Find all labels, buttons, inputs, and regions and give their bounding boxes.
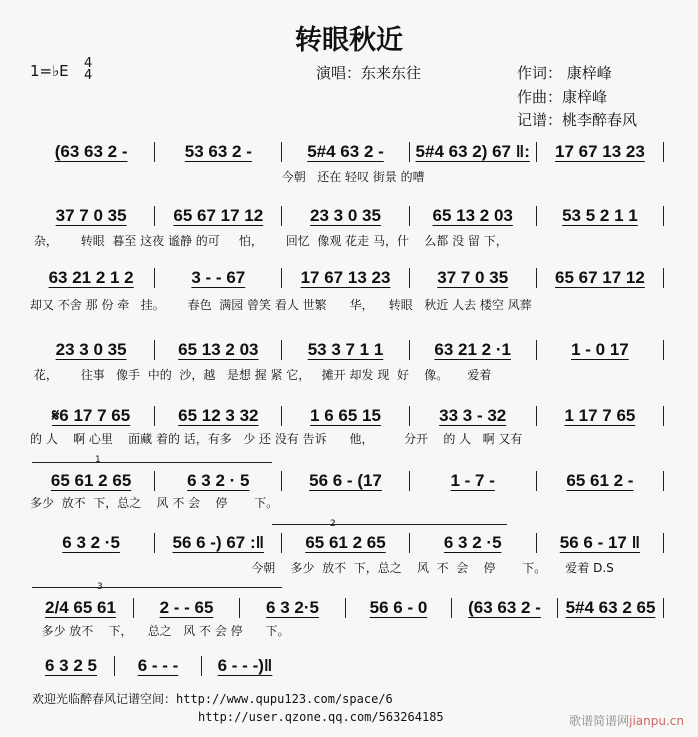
lyrics-line: 却又 不舍 那 份 牵 挂。 春色 满园 曾笑 看人 世繁 华， 转眼 秋近 人去 楼空 风葬	[30, 298, 532, 312]
bar-line	[663, 142, 664, 162]
measure: 53 63 2 -	[184, 142, 252, 161]
lyrics-line: 杂， 转眼 暮至 这夜 谧静 的可 怕， 回忆 像观 花走 马，什 么都 没 留 下，	[30, 234, 508, 248]
time-sig-bottom: 4	[84, 68, 93, 83]
score-row	[28, 268, 664, 288]
measure: (63 63 2 -	[54, 142, 128, 161]
measure: 33 3 - 32	[439, 406, 507, 425]
key-signature: 1=♭E	[30, 62, 69, 80]
measure: 56 6 -) 67 :‖	[172, 533, 265, 552]
bar-line	[663, 471, 664, 491]
measure: 2 - - 65	[159, 598, 214, 617]
measure: 65 13 2 03	[432, 206, 513, 225]
score-row	[28, 656, 288, 676]
measure: 1 - 7 -	[450, 471, 495, 490]
footer-line-1: 欢迎光临醉春风记谱空间：http://www.qupu123.com/space/6	[32, 692, 393, 706]
volta-bracket-2	[272, 524, 507, 525]
measure: 6 - - -)‖	[217, 656, 273, 675]
singer: 演唱：东来东往	[316, 64, 422, 82]
measure: 65 61 2 65	[305, 533, 386, 552]
lyrics-line: 多少 放不 下， 总之 风 不 会 停 下。	[30, 624, 290, 638]
measure: 53 3 7 1 1	[307, 340, 384, 359]
bar-line	[663, 206, 664, 226]
measure: 6 3 2 5	[45, 656, 97, 675]
transcriber: 记谱：桃李醉春风	[517, 111, 638, 129]
footer-line-2: http://user.qzone.qq.com/563264185	[198, 710, 444, 724]
measure: 65 12 3 32	[178, 406, 259, 425]
measure: 1 - 0 17	[571, 340, 629, 359]
composer: 作曲：康梓峰	[517, 88, 608, 106]
song-title: 转眼秋近	[295, 25, 403, 56]
measure: 5#4 63 2 65	[565, 598, 656, 617]
measure: 37 7 0 35	[437, 268, 509, 287]
measure: 𝄋6 17 7 65	[51, 406, 131, 425]
measure: 56 6 - 0	[369, 598, 428, 617]
bar-line	[663, 340, 664, 360]
measure: 6 3 2 ·5	[443, 533, 502, 552]
lyricist: 作词： 康梓峰	[517, 64, 612, 82]
measure: 53 5 2 1 1	[562, 206, 638, 225]
measure: 17 67 13 23	[555, 142, 645, 161]
measure: 56 6 - 17 ‖	[559, 533, 641, 552]
watermark-en: jianpu.cn	[629, 714, 684, 728]
lyrics-line: 今朝 多少 放不 下，总之 风 不 会 停 下。 爱着 D.S	[30, 561, 614, 575]
measure: 6 3 2 ·5	[62, 533, 120, 552]
lyrics-line: 的 人 啊 心里 面藏 着的 话，有多 少 还 没有 告诉 他， 分开 的 人 啊 又有	[30, 432, 523, 446]
measure: 2/4 65 61	[45, 598, 116, 617]
measure: 3 - - 67	[191, 268, 246, 287]
volta-bracket-3	[32, 587, 282, 588]
score-row	[28, 142, 664, 162]
bar-line	[663, 598, 664, 618]
measure: 17 67 13 23	[300, 268, 391, 287]
score-row	[28, 340, 664, 360]
score-row	[28, 206, 664, 226]
measure: 65 61 2 65	[50, 471, 132, 490]
measure: 65 13 2 03	[178, 340, 259, 359]
lyrics-line: 今朝 还在 轻叹 街景 的嘈	[30, 170, 425, 184]
volta-3: 3	[97, 582, 103, 592]
measure: 65 67 17 12	[173, 206, 264, 225]
measure: 65 67 17 12	[555, 268, 645, 287]
measure: 1 17 7 65	[564, 406, 636, 425]
measure: 6 - - -	[137, 656, 179, 675]
time-sig-top: 4	[84, 56, 93, 71]
watermark	[569, 712, 684, 729]
measure: 5#4 63 2) 67 ‖:	[415, 142, 530, 161]
watermark-cn: 歌谱简谱网	[569, 714, 630, 728]
measure: 37 7 0 35	[55, 206, 127, 225]
measure: 6 3 2 · 5	[187, 471, 250, 490]
measure: 1 6 65 15	[310, 406, 381, 425]
time-signature	[84, 58, 92, 82]
score-row	[28, 406, 664, 426]
bar-line	[663, 406, 664, 426]
score-row	[28, 471, 664, 491]
score-row	[28, 598, 664, 618]
measure: (63 63 2 -	[468, 598, 541, 617]
measure: 5#4 63 2 -	[307, 142, 384, 161]
volta-1: 1	[95, 455, 101, 465]
volta-bracket-1	[32, 462, 272, 463]
measure: 6 3 2·5	[266, 598, 319, 617]
bar-line	[663, 268, 664, 288]
measure: 63 21 2 1 2	[48, 268, 134, 287]
lyrics-line: 花， 往事 像手 中的 沙，越 是想 握 紧 它， 摊开 却发 现 好 像。 爱着	[30, 368, 492, 382]
bar-line	[663, 533, 664, 553]
measure: 63 21 2 ·1	[434, 340, 511, 359]
volta-2: 2	[330, 519, 336, 529]
score-row	[28, 533, 664, 553]
measure: 23 3 0 35	[310, 206, 381, 225]
measure: 56 6 - (17	[309, 471, 382, 490]
measure: 65 61 2 -	[566, 471, 634, 490]
measure: 23 3 0 35	[55, 340, 127, 359]
lyrics-line: 多少 放不 下，总之 风 不 会 停 下。	[30, 496, 279, 510]
